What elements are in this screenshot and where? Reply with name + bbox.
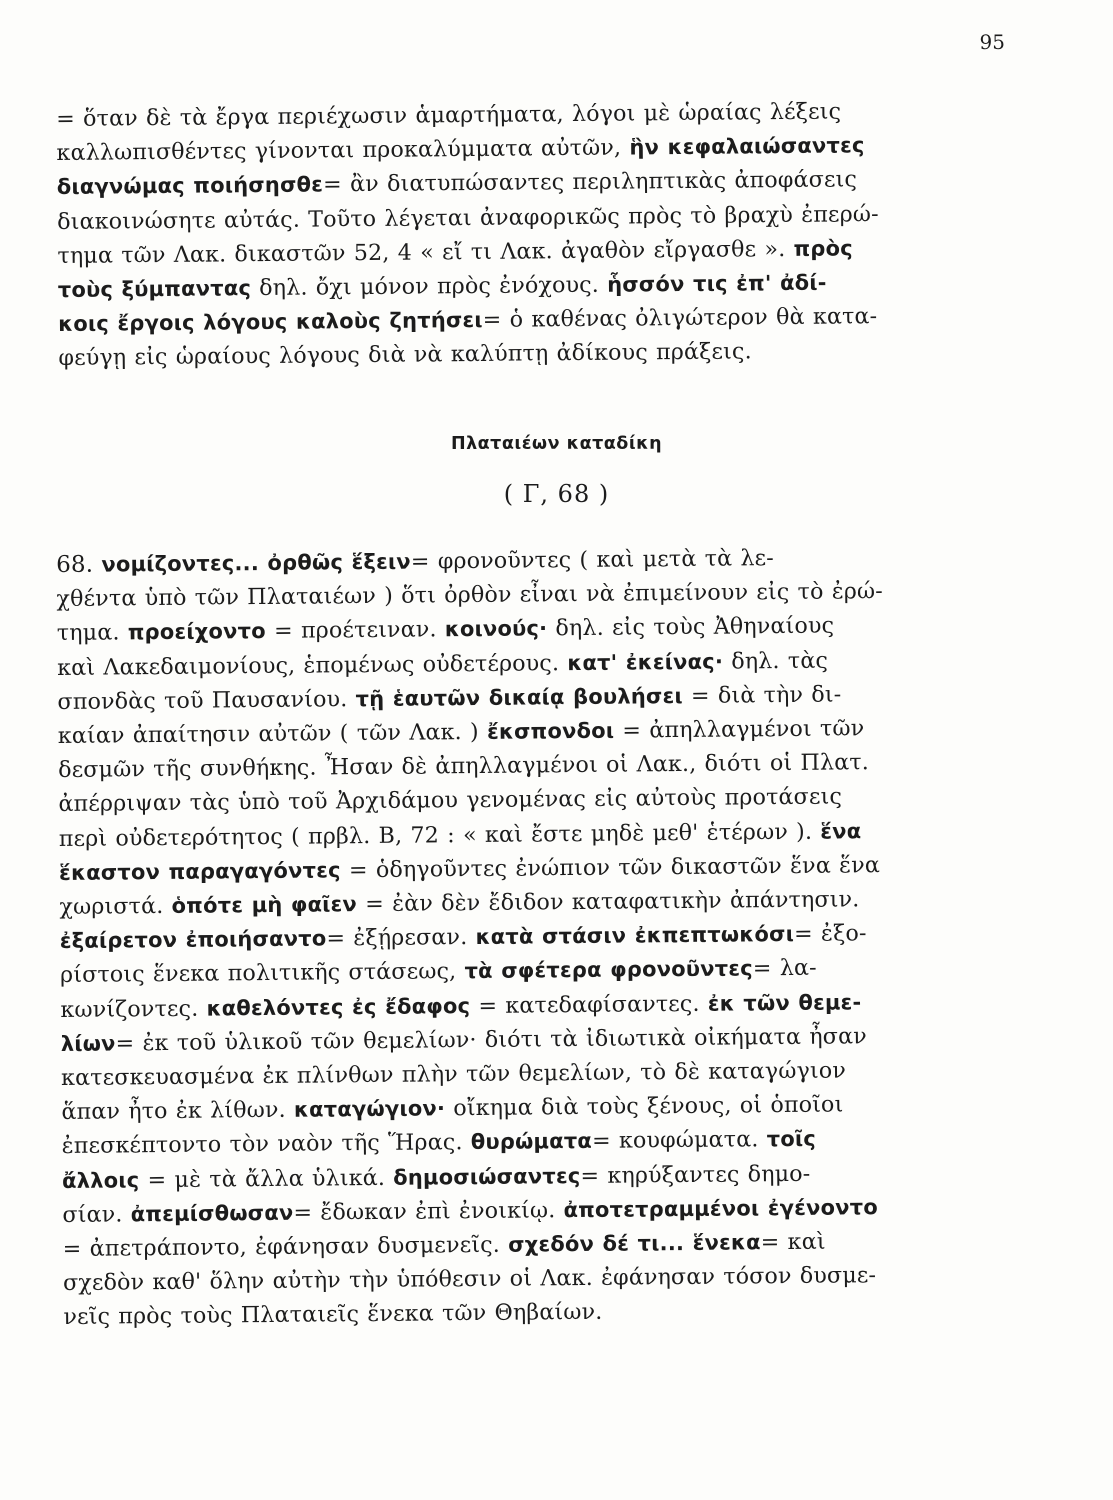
text-line: τοὺς ξύμπαντας δηλ. ὄχι μόνον πρὸς ἐνόχους. ἧσσόν τις ἐπ' ἀδί- xyxy=(57,270,827,303)
lemma: νομίζοντες... ὀρθῶς ἕξειν xyxy=(101,549,411,577)
lemma: ἄλλοις xyxy=(61,1167,140,1193)
section-title: Πλαταιέων καταδίκη xyxy=(450,434,663,454)
paragraph-number: 68. xyxy=(56,551,94,578)
commentary-paragraph-1 xyxy=(56,93,1021,376)
lemma: ἣν κεφαλαιώσαντες xyxy=(629,133,865,160)
text-line: διακοινώσητε αὐτάς. Τοῦτο λέγεται ἀναφορικῶς πρὸς τὸ βραχὺ ἐπερώ- xyxy=(57,200,879,235)
text-line: κωνίζοντες. καθελόντες ἐς ἔδαφος = κατεδαφίσαντες. ἐκ τῶν θεμε- xyxy=(60,989,862,1023)
lemma: δημοσιώσαντες xyxy=(393,1163,581,1190)
text-line: σχεδὸν καθ' ὅλην αὐτὴν τὴν ὑπόθεσιν οἱ Λακ. ἐφάνησαν τόσον δυσμε- xyxy=(62,1262,877,1297)
text-line: ἐξαίρετον ἐποιήσαντο= ἐξῄρεσαν. κατὰ στάσιν ἐκπεπτωκόσι= ἐξο- xyxy=(59,920,867,954)
section-reference: ( Γ, 68 ) xyxy=(503,480,610,508)
text-line: ἅπαν ἦτο ἐκ λίθων. καταγώγιον· οἴκημα διὰ τοὺς ξένους, οἱ ὁποῖοι xyxy=(61,1091,844,1126)
text-line: καλλωπισθέντες γίνονται προκαλύμματα αὐτῶν, ἣν κεφαλαιώσαντες xyxy=(56,133,865,167)
text-line: ἕκαστον παραγαγόντες = ὁδηγοῦντες ἐνώπιον τῶν δικαστῶν ἕνα ἕνα xyxy=(59,851,881,885)
lemma: λίων xyxy=(60,1031,116,1056)
lemma: κοινούς· xyxy=(444,616,548,642)
lemma: σχεδόν δέ τι... ἕνεκα xyxy=(508,1230,761,1257)
text-line: ἄλλοις = μὲ τὰ ἄλλα ὑλικά. δημοσιώσαντες= κηρύξαντες δημο- xyxy=(61,1160,811,1193)
lemma: ἕνα xyxy=(820,818,862,844)
lemma: κατὰ στάσιν ἐκπεπτωκόσι xyxy=(475,922,795,950)
text-line: νεῖς πρὸς τοὺς Πλαταιεῖς ἕνεκα τῶν Θηβαίων. xyxy=(63,1299,603,1331)
lemma: κοις ἔργοις λόγους καλοὺς ζητήσει xyxy=(58,308,483,337)
text-line: λίων= ἐκ τοῦ ὑλικοῦ τῶν θεμελίων· διότι τὰ ἰδιωτικὰ οἰκήματα ἦσαν xyxy=(60,1023,867,1057)
text-line: σπονδὰς τοῦ Παυσανίου. τῇ ἑαυτῶν δικαίᾳ βουλήσει = διὰ τὴν δι- xyxy=(57,681,842,715)
lemma: ἐξαίρετον ἐποιήσαντο xyxy=(59,926,327,954)
lemma: πρὸς xyxy=(793,236,853,261)
lemma: τῇ ἑαυτῶν δικαίᾳ βουλήσει xyxy=(355,683,683,711)
text-line: τημα τῶν Λακ. δικαστῶν 52, 4 « εἴ τι Λακ. ἀγαθὸν εἴργασθε ». πρὸς xyxy=(57,235,853,269)
text-line: περὶ οὐδετερότητος ( πρβλ. Β, 72 : « καὶ ἔστε μηδὲ μεθ' ἑτέρων ). ἕνα xyxy=(58,818,862,852)
lemma: καθελόντες ἐς ἔδαφος xyxy=(206,993,471,1021)
lemma: ἧσσόν τις ἐπ' ἀδί- xyxy=(607,270,827,297)
lemma: ἔκσπονδοι xyxy=(486,718,615,744)
text-line: κατεσκευασμένα ἐκ πλίνθων πλὴν τῶν θεμελίων, τὸ δὲ καταγώγιον xyxy=(60,1057,847,1092)
text-line: ἀπέρριψαν τὰς ὑπὸ τοῦ Ἀρχιδάμου γενομένας εἰς αὐτοὺς προτάσεις xyxy=(58,783,843,818)
text-line: ρίστοις ἕνεκα πολιτικῆς στάσεως, τὰ σφέτερα φρονοῦντες= λα- xyxy=(59,955,817,989)
text-line: χωριστά. ὁπότε μὴ φαῖεν = ἐὰν δὲν ἔδιδον καταφατικὴν ἀπάντησιν. xyxy=(59,886,860,921)
text-line: διαγνώμας ποιήσησθε= ἂν διατυπώσαντες περιληπτικὰς ἀποφάσεις xyxy=(56,166,858,200)
lemma: τοὺς ξύμπαντας xyxy=(57,276,252,303)
text-line: τημα. προείχοντο = προέτειναν. κοινούς· δηλ. εἰς τοὺς Ἀθηναίους xyxy=(56,612,835,647)
text-line: κοις ἔργοις λόγους καλοὺς ζητήσει= ὁ καθένας ὀλιγώτερον θὰ κατα- xyxy=(58,303,878,337)
text-line: = ὅταν δὲ τὰ ἔργα περιέχωσιν ἁμαρτήματα, λόγοι μὲ ὡραίας λέξεις xyxy=(56,98,842,132)
lemma: ἀπεμίσθωσαν xyxy=(130,1200,294,1227)
commentary-paragraph-68 xyxy=(56,539,1026,1335)
lemma: ἐκ τῶν θεμε- xyxy=(707,989,862,1016)
text-line: = ἀπετράποντο, ἐφάνησαν δυσμενεῖς. σχεδόν δέ τι... ἕνεκα= καὶ xyxy=(62,1228,826,1263)
lemma: καταγώγιον· xyxy=(293,1096,446,1122)
lemma: τὰ σφέτερα φρονοῦντες xyxy=(464,956,753,984)
lemma: θυρώματα xyxy=(470,1129,593,1155)
lemma: ὁπότε μὴ φαῖεν xyxy=(171,892,358,918)
text-line: χθέντα ὑπὸ τῶν Πλαταιέων ) ὅτι ὀρθὸν εἶναι νὰ ἐπιμείνουν εἰς τὸ ἐρώ- xyxy=(56,578,884,613)
text-line: φεύγῃ εἰς ὡραίους λόγους διὰ νὰ καλύπτῃ ἀδίκους πράξεις. xyxy=(58,338,752,372)
text-line: καὶ Λακεδαιμονίους, ἑπομένως οὐδετέρους. κατ' ἐκείνας· δηλ. τὰς xyxy=(57,647,829,681)
lemma: διαγνώμας ποιήσησθε xyxy=(56,172,324,200)
text-line: 68. νομίζοντες... ὀρθῶς ἕξειν= φρονοῦντες ( καὶ μετὰ τὰ λε- xyxy=(56,545,775,578)
text-line: καίαν ἀπαίτησιν αὐτῶν ( τῶν Λακ. ) ἔκσπονδοι = ἀπηλλαγμένοι τῶν xyxy=(57,715,865,750)
lemma: ἀποτετραμμένοι ἐγένοντο xyxy=(563,1195,879,1223)
text-line: ἐπεσκέπτοντο τὸν ναὸν τῆς Ἥρας. θυρώματα= κουφώματα. τοῖς xyxy=(61,1126,817,1160)
lemma: κατ' ἐκείνας· xyxy=(567,649,724,675)
lemma: τοῖς xyxy=(766,1127,817,1152)
lemma: ἕκαστον παραγαγόντες xyxy=(59,858,341,885)
lemma: προείχοντο xyxy=(127,619,266,645)
text-line: δεσμῶν τῆς συνθήκης. Ἦσαν δὲ ἀπηλλαγμένοι οἱ Λακ., διότι οἱ Πλατ. xyxy=(58,749,870,784)
page-number: 95 xyxy=(979,30,1005,54)
text-line: σίαν. ἀπεμίσθωσαν= ἔδωκαν ἐπὶ ἐνοικίῳ. ἀποτετραμμένοι ἐγένοντο xyxy=(62,1195,879,1228)
